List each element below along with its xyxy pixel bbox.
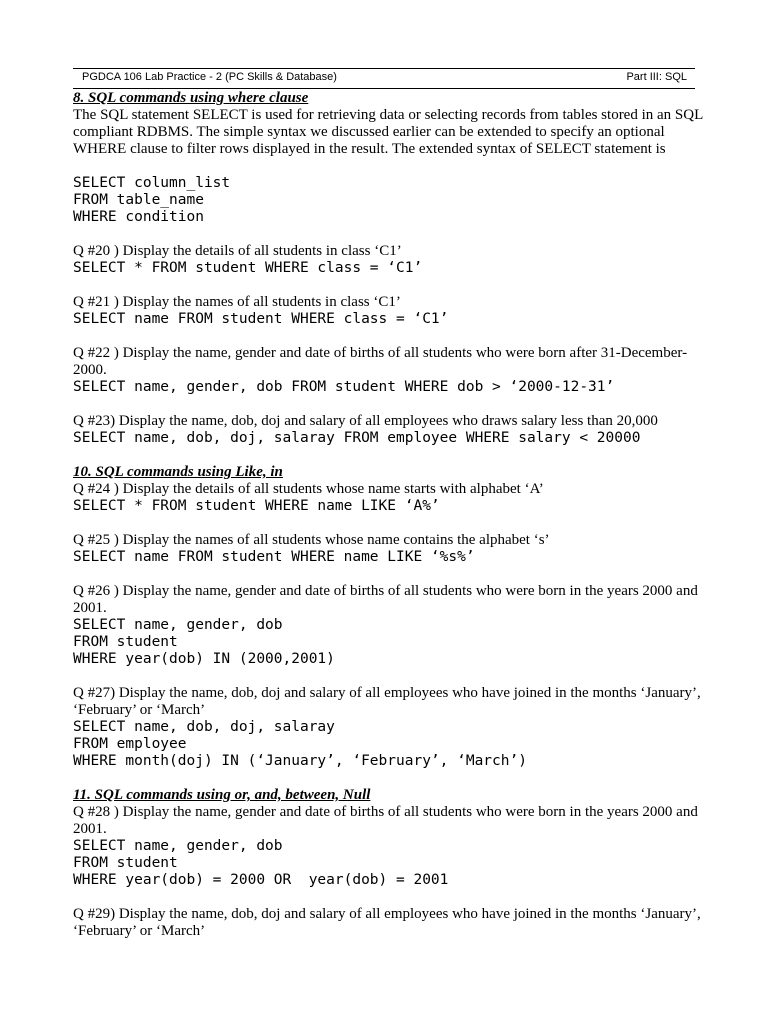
code-line: SELECT name FROM student WHERE class = ‘C1’ [73,311,449,327]
code-line: WHERE condition [73,209,204,225]
question-text: Q #29) Display the name, dob, doj and salary of all employees who have joined in the months ‘January’, ‘February’ or ‘March’ [73,906,701,939]
code-block [73,719,703,770]
code-block [73,838,703,889]
code-line: WHERE month(doj) IN (‘January’, ‘February’, ‘March’) [73,753,527,769]
question-text: Q #24 ) Display the details of all students whose name starts with alphabet ‘A’ [73,481,544,497]
question-text: Q #27) Display the name, dob, doj and salary of all employees who have joined in the months ‘January’, ‘February’ or ‘March’ [73,685,701,718]
page-header [73,68,695,89]
code-line: SELECT name, gender, dob [73,617,283,633]
document-body [73,90,703,940]
syntax-block [73,175,703,226]
question-text: Q #22 ) Display the name, gender and date of births of all students who were born after 31-December-2000. [73,345,688,378]
code-line: FROM student [73,855,178,871]
code-line: FROM employee [73,736,187,752]
code-line: FROM table_name [73,192,204,208]
code-line: SELECT column_list [73,175,231,191]
code-line: FROM student [73,634,178,650]
section-heading: 11. SQL commands using or, and, between, Null [73,787,371,803]
code-line: SELECT name, dob, doj, salaray FROM employee WHERE salary < 20000 [73,430,641,446]
code-line: SELECT * FROM student WHERE name LIKE ‘A%’ [73,498,440,514]
code-line: SELECT name, gender, dob FROM student WHERE dob > ‘2000-12-31’ [73,379,615,395]
section-heading: 8. SQL commands using where clause [73,90,309,106]
section-heading: 10. SQL commands using Like, in [73,464,283,480]
question-text: Q #25 ) Display the names of all students whose name contains the alphabet ‘s’ [73,532,550,548]
header-course-title: PGDCA 106 Lab Practice - 2 (PC Skills & Database) [82,71,337,83]
question-text: Q #28 ) Display the name, gender and date of births of all students who were born in the years 2000 and 2001. [73,804,698,837]
question-text: Q #20 ) Display the details of all students in class ‘C1’ [73,243,402,259]
section-intro: The SQL statement SELECT is used for retrieving data or selecting records from tables stored in an SQL compliant RDBMS. The simple syntax we discussed earlier can be extended to specify an optional WHERE clause to filter rows displayed in the result. The extended syntax of SELECT statement is [73,107,703,157]
question-text: Q #21 ) Display the names of all students in class ‘C1’ [73,294,401,310]
code-line: SELECT name, gender, dob [73,838,283,854]
question-text: Q #26 ) Display the name, gender and date of births of all students who were born in the years 2000 and 2001. [73,583,698,616]
question-text: Q #23) Display the name, dob, doj and salary of all employees who draws salary less than 20,000 [73,413,658,429]
code-line: WHERE year(dob) = 2000 OR year(dob) = 2001 [73,872,449,888]
code-line: WHERE year(dob) IN (2000,2001) [73,651,335,667]
code-line: SELECT name, dob, doj, salaray [73,719,335,735]
code-line: SELECT name FROM student WHERE name LIKE ‘%s%’ [73,549,475,565]
header-part-label: Part III: SQL [626,71,687,83]
code-block [73,617,703,668]
code-line: SELECT * FROM student WHERE class = ‘C1’ [73,260,423,276]
